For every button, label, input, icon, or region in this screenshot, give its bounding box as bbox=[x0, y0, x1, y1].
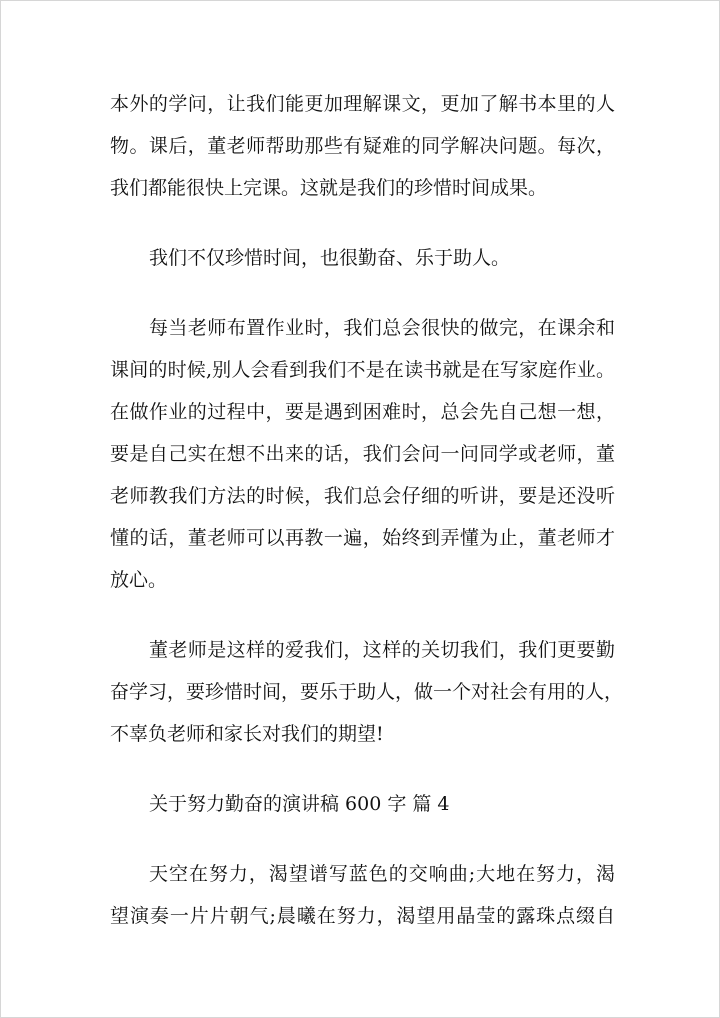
paragraph-line: 望演奏一片片朝气;晨曦在努力，渴望用晶莹的露珠点缀自 bbox=[110, 905, 615, 927]
section-heading: 关于努力勤奋的演讲稿 600 字 篇 4 bbox=[149, 793, 450, 815]
paragraph-line: 每当老师布置作业时，我们总会很快的做完，在课余和 bbox=[149, 317, 615, 339]
paragraph-line: 在做作业的过程中，要是遇到困难时，总会先自己想一想， bbox=[110, 401, 615, 423]
paragraph-line: 我们不仅珍惜时间，也很勤奋、乐于助人。 bbox=[149, 247, 511, 269]
paragraph-line: 放心。 bbox=[110, 569, 168, 591]
paragraph-line: 天空在努力，渴望谱写蓝色的交响曲;大地在努力，渴 bbox=[149, 863, 615, 885]
paragraph-line: 我们都能很快上完课。这就是我们的珍惜时间成果。 bbox=[110, 177, 548, 199]
paragraph-line: 物。课后，董老师帮助那些有疑难的同学解决问题。每次， bbox=[110, 135, 615, 157]
paragraph-line: 董老师是这样的爱我们，这样的关切我们，我们更要勤 bbox=[149, 639, 615, 661]
paragraph-line: 课间的时候,别人会看到我们不是在读书就是在写家庭作业。 bbox=[110, 359, 615, 381]
paragraph-line: 不辜负老师和家长对我们的期望! bbox=[110, 723, 384, 745]
paragraph-line: 懂的话，董老师可以再教一遍，始终到弄懂为止，董老师才 bbox=[110, 527, 615, 549]
paragraph-line: 老师教我们方法的时候，我们总会仔细的听讲，要是还没听 bbox=[110, 485, 615, 507]
paragraph-line: 本外的学问，让我们能更加理解课文，更加了解书本里的人 bbox=[110, 93, 615, 115]
paragraph-line: 奋学习，要珍惜时间，要乐于助人，做一个对社会有用的人， bbox=[110, 681, 624, 703]
paragraph-line: 要是自己实在想不出来的话，我们会问一问同学或老师，董 bbox=[110, 443, 615, 465]
